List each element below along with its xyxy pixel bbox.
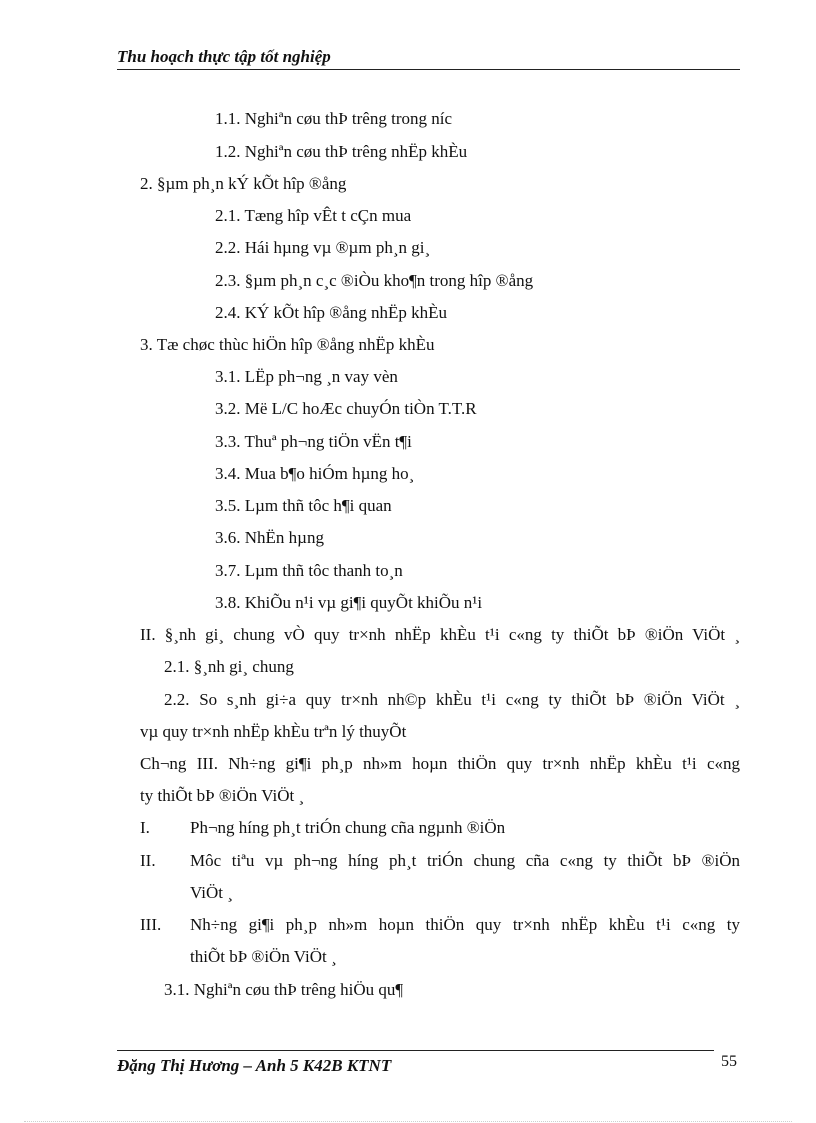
toc-line: 2.2. So s¸nh gi÷a quy tr×nh nh©p khÈu t¹i c«ng ty thiÕt bÞ ®iÖn ViÖt ¸	[164, 690, 740, 709]
toc-line: 2.4. KÝ kÕt hîp ®ång nhËp khÈu	[215, 303, 448, 322]
roman-text: Môc tiªu vµ ph¬ng híng ph¸t triÓn chung cña c«ng ty thiÕt bÞ ®iÖn	[190, 851, 740, 870]
roman-text-cont: thiÕt bÞ ®iÖn ViÖt ¸	[190, 947, 337, 966]
roman-number: III.	[140, 915, 162, 934]
page-edge	[24, 1121, 792, 1122]
toc-line: 1.2. Nghiªn cøu thÞ trêng nhËp khÈu	[215, 142, 468, 161]
toc-line: 3.4. Mua b¶o hiÓm hµng ho¸	[215, 464, 415, 483]
toc-line: 2.2. Hái hµng vµ ®µm ph¸n gi¸	[215, 238, 431, 257]
header-divider	[117, 69, 740, 70]
toc-line: 2.3. §µm ph¸n c¸c ®iÒu kho¶n trong hîp ®ång	[215, 271, 534, 290]
toc-line: 3. Tæ chøc thùc hiÖn hîp ®ång nhËp khÈu	[140, 335, 435, 354]
toc-line: 3.2. Më L/C hoÆc chuyÓn tiÒn T.T.R	[215, 399, 477, 418]
toc-line: 3.8. KhiÕu n¹i vµ gi¶i quyÕt khiÕu n¹i	[215, 593, 483, 612]
section-heading: II. §¸nh gi¸ chung vÒ quy tr×nh nhËp khÈu t¹i c«ng ty thiÕt bÞ ®iÖn ViÖt ¸	[140, 625, 740, 644]
toc-line: 3.6. NhËn hµng	[215, 528, 324, 547]
footer-author: Đặng Thị Hương – Anh 5 K42B KTNT	[117, 1056, 392, 1075]
toc-line: 2. §µm ph¸n kÝ kÕt hîp ®ång	[140, 174, 347, 193]
toc-line: 1.1. Nghiªn cøu thÞ trêng trong níc	[215, 109, 452, 128]
roman-number: II.	[140, 851, 156, 870]
toc-line: vµ quy tr×nh nhËp khÈu trªn lý thuyÕt	[140, 722, 407, 741]
roman-text-cont: ViÖt ¸	[190, 883, 233, 902]
toc-line: 3.1. LËp ph¬ng ¸n vay vèn	[215, 367, 398, 386]
toc-line: 2.1. Tæng hîp vÊt t cÇn mua	[215, 206, 412, 225]
chapter-heading-cont: ty thiÕt bÞ ®iÖn ViÖt ¸	[140, 786, 305, 805]
toc-line: 3.3. Thuª ph¬ng tiÖn vËn t¶i	[215, 432, 412, 451]
toc-line: 3.1. Nghiªn cøu thÞ trêng hiÖu qu¶	[164, 980, 404, 999]
toc-line: 2.1. §¸nh gi¸ chung	[164, 657, 294, 676]
chapter-heading: Ch¬ng III. Nh÷ng gi¶i ph¸p nh»m hoµn thiÖn quy tr×nh nhËp khÈu t¹i c«ng	[140, 754, 740, 773]
roman-text: Ph¬ng híng ph¸t triÓn chung cña ngµnh ®iÖn	[190, 818, 506, 837]
toc-line: 3.5. Lµm thñ tôc h¶i quan	[215, 496, 392, 515]
header-title: Thu hoạch thực tập tốt nghiệp	[117, 47, 331, 66]
page-number: 55	[721, 1053, 737, 1070]
toc-line: 3.7. Lµm thñ tôc thanh to¸n	[215, 561, 403, 580]
roman-text: Nh÷ng gi¶i ph¸p nh»m hoµn thiÖn quy tr×nh nhËp khÈu t¹i c«ng ty	[190, 915, 740, 934]
footer-divider	[117, 1050, 714, 1051]
roman-number: I.	[140, 818, 150, 837]
